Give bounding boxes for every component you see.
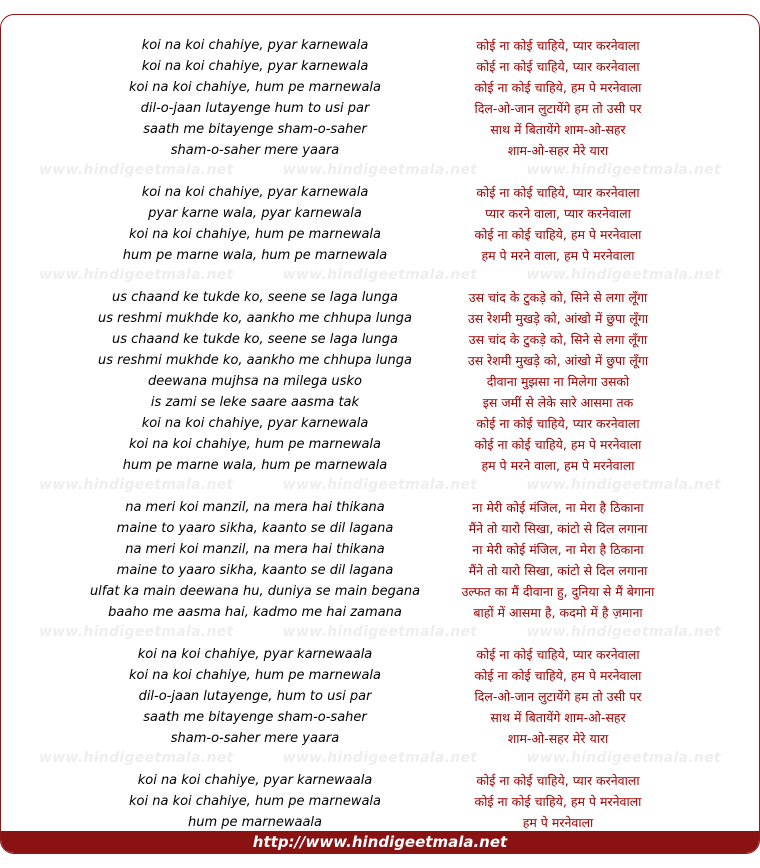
lyric-hindi: कोई ना कोई चाहिये, प्यार करनेवाला (476, 773, 640, 788)
watermark-text: www.hindigeetmala.net (526, 267, 721, 283)
lyric-line (1, 728, 759, 749)
lyric-english: sham-o-saher mere yaara (170, 731, 340, 746)
lyric-english: us reshmi mukhde ko, aankho me chhupa lunga (97, 311, 413, 326)
lyric-line (1, 35, 759, 56)
lyric-hindi: उस रेशमी मुखड़े को, आंखो में छुपा लूँगा (467, 311, 649, 326)
lyrics-card (0, 14, 760, 854)
watermark-text: www.hindigeetmala.net (39, 162, 234, 178)
lyric-hindi: दिल-ओ-जान लुटायेंगे हम तो उसी पर (474, 101, 642, 116)
lyric-line (1, 350, 759, 371)
lyric-line (1, 203, 759, 224)
lyric-hindi: हम पे मरनेवाला (522, 815, 594, 830)
lyric-hindi: हम पे मरने वाला, हम पे मरनेवाला (481, 458, 635, 473)
lyric-hindi: हम पे मरने वाला, हम पे मरनेवाला (481, 248, 635, 263)
lyric-line (1, 581, 759, 602)
lyric-line (1, 686, 759, 707)
lyric-line (1, 434, 759, 455)
lyric-hindi: इस जमीं से लेके सारे आसमा तक (482, 395, 634, 410)
lyric-line (1, 770, 759, 791)
watermark-row (39, 477, 721, 493)
lyric-english: pyar karne wala, pyar karnewala (148, 206, 362, 221)
lyric-hindi: साथ में बितायेंगे शाम-ओ-सहर (490, 710, 626, 725)
lyric-english: koi na koi chahiye, hum pe marnewala (129, 437, 381, 452)
lyric-line (1, 707, 759, 728)
watermark-text: www.hindigeetmala.net (526, 750, 721, 766)
lyric-hindi: ना मेरी कोई मंजिल, ना मेरा है ठिकाना (472, 542, 644, 557)
lyric-line (1, 497, 759, 518)
watermark-text: www.hindigeetmala.net (282, 267, 478, 283)
lyric-hindi: ना मेरी कोई मंजिल, ना मेरा है ठिकाना (472, 500, 644, 515)
lyric-hindi: कोई ना कोई चाहिये, हम पे मरनेवाला (474, 668, 642, 683)
lyric-line (1, 308, 759, 329)
lyric-line (1, 77, 759, 98)
watermark-row (39, 624, 721, 640)
watermark-text: www.hindigeetmala.net (39, 267, 234, 283)
lyric-hindi: कोई ना कोई चाहिये, प्यार करनेवाला (476, 185, 640, 200)
lyric-english: maine to yaaro sikha, kaanto se dil lagana (116, 521, 394, 536)
lyric-hindi: मैंने तो यारो सिखा, कांटो से दिल लगाना (468, 563, 648, 578)
lyric-hindi: उस चांद के टुकड़े को, सिने से लगा लूँगा (468, 290, 648, 305)
lyric-hindi: कोई ना कोई चाहिये, हम पे मरनेवाला (474, 227, 642, 242)
lyric-hindi: कोई ना कोई चाहिये, हम पे मरनेवाला (474, 80, 642, 95)
lyric-line (1, 56, 759, 77)
watermark-row (39, 750, 721, 766)
lyric-english: dil-o-jaan lutayenge hum to usi par (140, 101, 370, 116)
lyric-english: koi na koi chahiye, pyar karnewala (141, 38, 369, 53)
lyric-english: hum pe marne wala, hum pe marnewala (122, 458, 388, 473)
lyric-english: koi na koi chahiye, pyar karnewala (141, 185, 369, 200)
lyric-english: koi na koi chahiye, hum pe marnewala (129, 794, 381, 809)
lyric-line (1, 392, 759, 413)
footer-url[interactable]: http://www.hindigeetmala.net (1, 831, 759, 853)
stanza-separator (1, 623, 759, 644)
lyric-english: na meri koi manzil, na mera hai thikana (125, 542, 385, 557)
stanza-separator (1, 749, 759, 770)
lyric-hindi: मैंने तो यारो सिखा, कांटो से दिल लगाना (468, 521, 648, 536)
watermark-text: www.hindigeetmala.net (39, 750, 234, 766)
lyric-english: sham-o-saher mere yaara (170, 143, 340, 158)
lyric-line (1, 329, 759, 350)
lyric-line (1, 539, 759, 560)
lyric-english: maine to yaaro sikha, kaanto se dil lagana (116, 563, 394, 578)
lyric-english: hum pe marnewaala (187, 815, 322, 830)
lyric-hindi: कोई ना कोई चाहिये, हम पे मरनेवाला (474, 437, 642, 452)
lyric-english: koi na koi chahiye, pyar karnewaala (137, 773, 373, 788)
lyric-line (1, 518, 759, 539)
stanza-separator (1, 161, 759, 182)
lyric-hindi: उल्फत का मैं दीवाना हु, दुनिया से मैं बेगाना (461, 584, 655, 599)
lyric-english: koi na koi chahiye, pyar karnewala (141, 416, 369, 431)
lyric-hindi: कोई ना कोई चाहिये, प्यार करनेवाला (476, 38, 640, 53)
lyric-line (1, 224, 759, 245)
lyric-hindi: शाम-ओ-सहर मेरे यारा (507, 731, 609, 746)
watermark-row (39, 162, 721, 178)
lyric-english: koi na koi chahiye, pyar karnewala (141, 59, 369, 74)
lyric-english: us reshmi mukhde ko, aankho me chhupa lunga (97, 353, 413, 368)
lyric-line (1, 98, 759, 119)
lyric-line (1, 140, 759, 161)
lyric-hindi: कोई ना कोई चाहिये, हम पे मरनेवाला (474, 794, 642, 809)
lyric-line (1, 791, 759, 812)
lyric-english: ulfat ka main deewana hu, duniya se main begana (89, 584, 421, 599)
watermark-text: www.hindigeetmala.net (526, 624, 721, 640)
lyric-hindi: दिल-ओ-जान लुटायेंगे हम तो उसी पर (474, 689, 642, 704)
watermark-text: www.hindigeetmala.net (526, 162, 721, 178)
lyric-line (1, 119, 759, 140)
lyric-english: na meri koi manzil, na mera hai thikana (125, 500, 385, 515)
lyric-line (1, 560, 759, 581)
lyric-line (1, 413, 759, 434)
lyric-hindi: कोई ना कोई चाहिये, प्यार करनेवाला (476, 647, 640, 662)
lyric-line (1, 245, 759, 266)
lyric-line (1, 812, 759, 833)
lyric-english: hum pe marne wala, hum pe marnewala (122, 248, 388, 263)
lyric-english: is zami se leke saare aasma tak (150, 395, 360, 410)
lyrics-body (1, 35, 759, 833)
lyric-english: baaho me aasma hai, kadmo me hai zamana (108, 605, 402, 620)
lyric-hindi: कोई ना कोई चाहिये, प्यार करनेवाला (476, 59, 640, 74)
watermark-text: www.hindigeetmala.net (282, 162, 478, 178)
watermark-row (39, 267, 721, 283)
watermark-text: www.hindigeetmala.net (282, 624, 478, 640)
lyric-english: deewana mujhsa na milega usko (148, 374, 362, 389)
lyric-line (1, 287, 759, 308)
lyric-english: us chaand ke tukde ko, seene se laga lunga (111, 332, 399, 347)
lyric-line (1, 665, 759, 686)
lyric-hindi: शाम-ओ-सहर मेरे यारा (507, 143, 609, 158)
lyric-english: saath me bitayenge sham-o-saher (143, 710, 367, 725)
lyric-hindi: कोई ना कोई चाहिये, प्यार करनेवाला (476, 416, 640, 431)
lyric-hindi: बाहों में आसमा है, कदमो में है ज़माना (473, 605, 643, 620)
lyric-hindi: उस रेशमी मुखड़े को, आंखो में छुपा लूँगा (467, 353, 649, 368)
lyric-hindi: उस चांद के टुकड़े को, सिने से लगा लूँगा (468, 332, 648, 347)
watermark-text: www.hindigeetmala.net (526, 477, 721, 493)
watermark-text: www.hindigeetmala.net (282, 477, 478, 493)
lyric-english: us chaand ke tukde ko, seene se laga lunga (111, 290, 399, 305)
watermark-text: www.hindigeetmala.net (39, 477, 234, 493)
lyric-line (1, 182, 759, 203)
lyric-line (1, 371, 759, 392)
lyric-english: saath me bitayenge sham-o-saher (143, 122, 367, 137)
watermark-text: www.hindigeetmala.net (39, 624, 234, 640)
lyric-english: koi na koi chahiye, hum pe marnewala (129, 668, 381, 683)
stanza-separator (1, 476, 759, 497)
lyric-english: dil-o-jaan lutayenge, hum to usi par (138, 689, 372, 704)
lyric-line (1, 602, 759, 623)
lyric-line (1, 644, 759, 665)
watermark-text: www.hindigeetmala.net (282, 750, 478, 766)
lyric-line (1, 455, 759, 476)
lyric-english: koi na koi chahiye, hum pe marnewala (129, 80, 381, 95)
lyric-hindi: साथ में बितायेंगे शाम-ओ-सहर (490, 122, 626, 137)
lyric-hindi: दीवाना मुझसा ना मिलेगा उसको (486, 374, 630, 389)
lyric-english: koi na koi chahiye, pyar karnewaala (137, 647, 373, 662)
lyric-english: koi na koi chahiye, hum pe marnewala (129, 227, 381, 242)
stanza-separator (1, 266, 759, 287)
lyric-hindi: प्यार करने वाला, प्यार करनेवाला (485, 206, 631, 221)
